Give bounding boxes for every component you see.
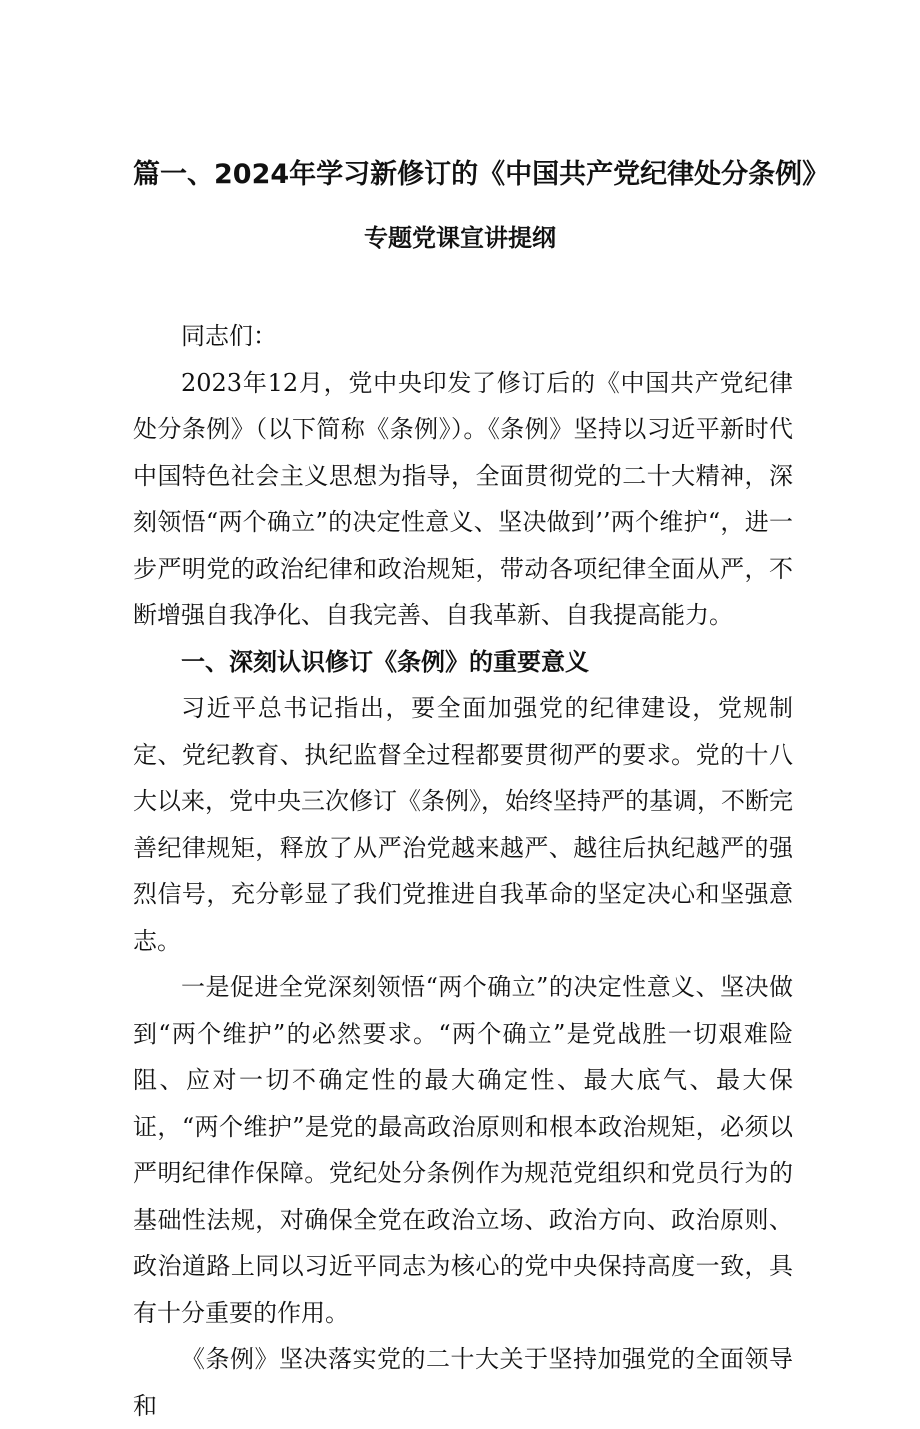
paragraph-continuation: 《条例》坚决落实党的二十大关于坚持加强党的全面领导和: [133, 1345, 793, 1420]
document-body: [133, 313, 793, 1429]
paragraph-point-one: 一是促进全党深刻领悟“两个确立”的决定性意义、坚决做到“两个维护”的必然要求。“两个确立”是党战胜一切艰难险阻、应对一切不确定性的最大确定性、最大底气、最大保证，“两个维护”是党的最高政治原则和根本政治规矩，必须以严明纪律作保障。党纪处分条例作为规范党组织和党员行为的基础性法规，对确保全党在政治立场、政治方向、政治原则、政治道路上同以习近平同志为核心的党中央保持高度一致，具有十分重要的作用。: [133, 973, 793, 1327]
document-title: 篇一、2024年学习新修订的《中国共产党纪律处分条例》: [133, 159, 830, 190]
paragraph-intro: 2023年12月，党中央印发了修订后的《中国共产党纪律处分条例》（以下简称《条例》）。《条例》坚持以习近平新时代中国特色社会主义思想为指导，全面贯彻党的二十大精神，深刻领悟“两个确立”的决定性意义、坚决做到’’两个维护“，进一步严明党的政治纪律和政治规矩，带动各项纪律全面从严，不断增强自我净化、自我完善、自我革新、自我提高能力。: [133, 368, 793, 629]
paragraph-significance: 习近平总书记指出，要全面加强党的纪律建设，党规制定、党纪教育、执纪监督全过程都要贯彻严的要求。党的十八大以来，党中央三次修订《条例》，始终坚持严的基调，不断完善纪律规矩，释放了从严治党越来越严、越往后执纪越严的强烈信号，充分彰显了我们党推进自我革命的坚定决心和坚强意志。: [133, 694, 793, 955]
document-subtitle: 专题党课宣讲提纲: [364, 224, 556, 252]
salutation: 同志们：: [181, 322, 277, 350]
section-heading: 一、深刻认识修订《条例》的重要意义: [181, 647, 589, 676]
